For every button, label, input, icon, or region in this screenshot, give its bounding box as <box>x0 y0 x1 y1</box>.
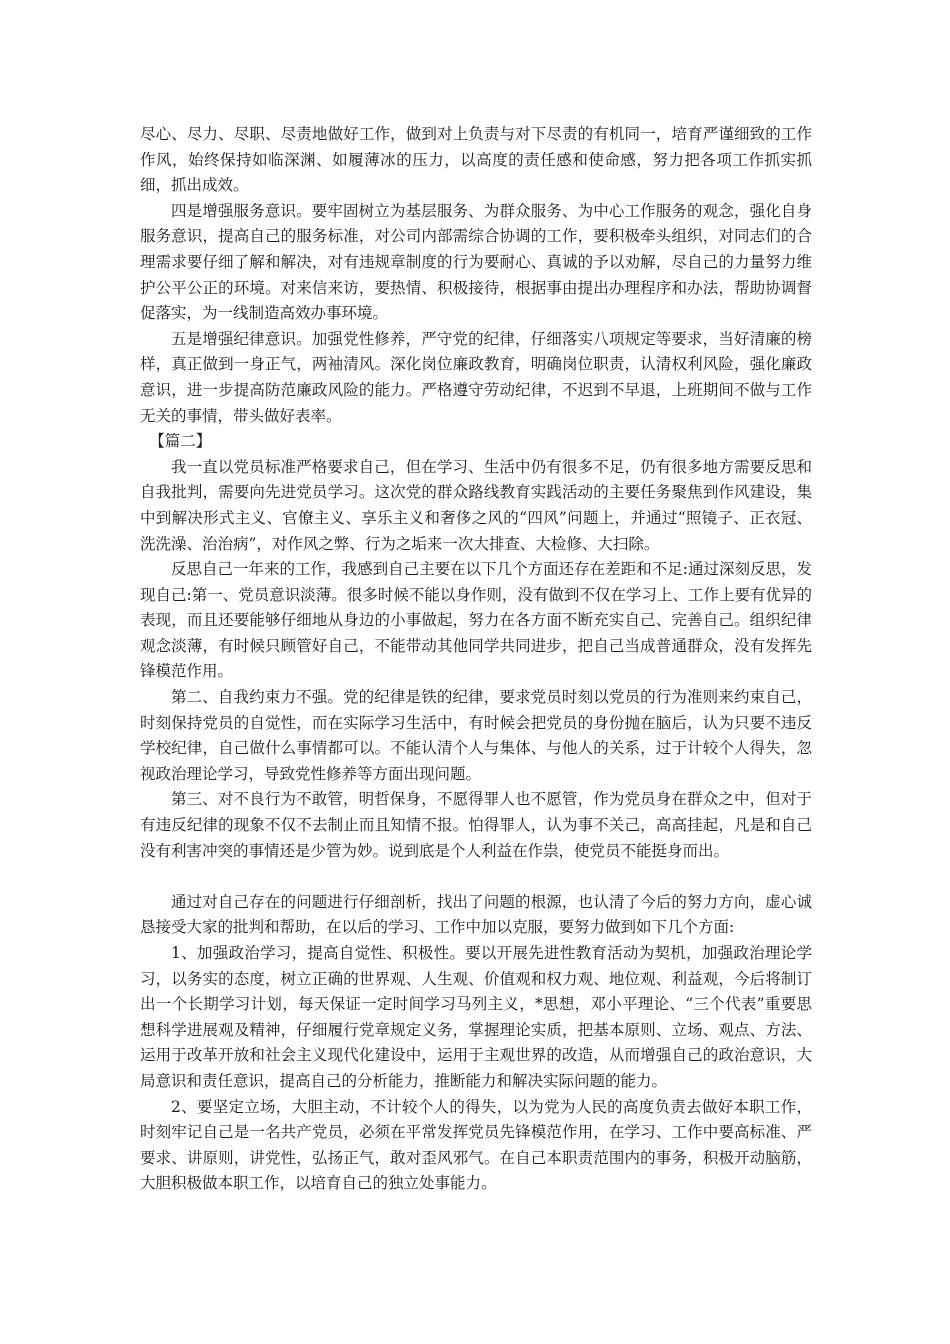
paragraph-bad-behavior: 第三、对不良行为不敢管，明哲保身，不愿得罪人也不愿管，作为党员身在群众之中，但对于有违反纪律的现象不仅不去制止而且知情不报。怕得罪人，认为事不关己，高高挂起，凡是和自己没有利害冲突的事情还是少管为妙。说到底是个人利益在作祟，使党员不能挺身而出。 <box>140 790 812 860</box>
paragraph-reflection: 反思自己一年来的工作，我感到自己主要在以下几个方面还存在差距和不足:通过深刻反思，发现自己:第一、党员意识淡薄。很多时候不能以身作则，没有做到不仅在学习上、工作上要有优异的表现，而且还要能够仔细地从身边的小事做起，努力在各方面不断充实自己、完善自己。组织纪律观念淡薄，有时候只顾管好自己，不能带动其他同学共同进步，把自己当成普通群众，没有发挥先锋模范作用。 <box>140 560 812 681</box>
paragraph-gap <box>140 864 812 890</box>
paragraph-continued: 尽心、尽力、尽职、尽责地做好工作，做到对上负责与对下尽责的有机同一，培育严谨细致的工作作风，始终保持如临深渊、如履薄冰的压力，以高度的责任感和使命感，努力把各项工作抓实抓细，抓出成效。 <box>140 125 812 195</box>
paragraph-analysis: 通过对自己存在的问题进行仔细剖析，找出了问题的根源，也认清了今后的努力方向，虚心诚恳接受大家的批判和帮助，在以后的学习、工作中加以克服，要努力做到如下几个方面: <box>140 892 812 937</box>
list-item-firm-stance: 2、要坚定立场，大胆主动，不计较个人的得失，以为党为人民的高度负责去做好本职工作，时刻牢记自己是一名共产党员，必须在平常发挥党员先锋模范作用，在学习、工作中要高标准、严要求、讲原则，讲党性，弘扬正气，敢对歪风邪气。在自己本职责范围内的事务，积极开动脑筋，大胆积极做本职工作，以培育自己的独立处事能力。 <box>140 1097 812 1193</box>
document-body <box>140 122 812 1197</box>
list-item-political-study: 1、加强政治学习，提高自觉性、积极性。要以开展先进性教育活动为契机，加强政治理论学习，以务实的态度，树立正确的世界观、人生观、价值观和权力观、地位观、利益观，今后将制订出一个长期学习计划，每天保证一定时间学习马列主义，*思想，邓小平理论、“三个代表”重要思想科学进展观及精神，仔细履行党章规定义务，掌握理论实质，把基本原则、立场、观点、方法、运用于改革开放和社会主义现代化建设中，运用于主观世界的改造，从而增强自己的政治意识，大局意识和责任意识，提高自己的分析能力，推断能力和解决实际问题的能力。 <box>140 944 812 1090</box>
section-heading: 【篇二】 <box>149 432 212 451</box>
paragraph-discipline-awareness: 五是增强纪律意识。加强党性修养，严守党的纪律，仔细落实八项规定等要求，当好清廉的榜样，真正做到一身正气，两袖清风。深化岗位廉政教育，明确岗位职责，认清权利风险，强化廉政意识，进一步提高防范廉政风险的能力。严格遵守劳动纪律，不迟到不早退，上班期间不做与工作无关的事情，带头做好表率。 <box>140 329 812 425</box>
paragraph-self-restraint: 第二、自我约束力不强。党的纪律是铁的纪律，要求党员时刻以党员的行为准则来约束自己，时刻保持党员的自觉性，而在实际学习生活中，有时候会把党员的身份抛在脑后，认为只要不违反学校纪律，自己做什么事情都可以。不能认清个人与集体、与他人的关系，过于计较个人得失，忽视政治理论学习，导致党性修养等方面出现问题。 <box>140 688 812 783</box>
paragraph-intro: 我一直以党员标准严格要求自己，但在学习、生活中仍有很多不足，仍有很多地方需要反思和自我批判，需要向先进党员学习。这次党的群众路线教育实践活动的主要任务聚焦到作风建设，集中到解决形式主义、官僚主义、享乐主义和奢侈之风的“四风”问题上，并通过“照镜子、正衣冠、洗洗澡、治治病”，对作风之弊、行为之垢来一次大排查、大检修、大扫除。 <box>140 457 812 553</box>
paragraph-service-awareness: 四是增强服务意识。要牢固树立为基层服务、为群众服务、为中心工作服务的观念，强化自身服务意识，提高自己的服务标准，对公司内部需综合协调的工作，要积极牵头组织，对同志们的合理需求要仔细了解和解决，对有违规章制度的行为要耐心、真诚的予以劝解，尽自己的力量努力维护公平公正的环境。对来信来访，要热情、积极接待，根据事由提出办理程序和办法，帮助协调督促落实，为一线制造高效办事环境。 <box>140 201 812 323</box>
